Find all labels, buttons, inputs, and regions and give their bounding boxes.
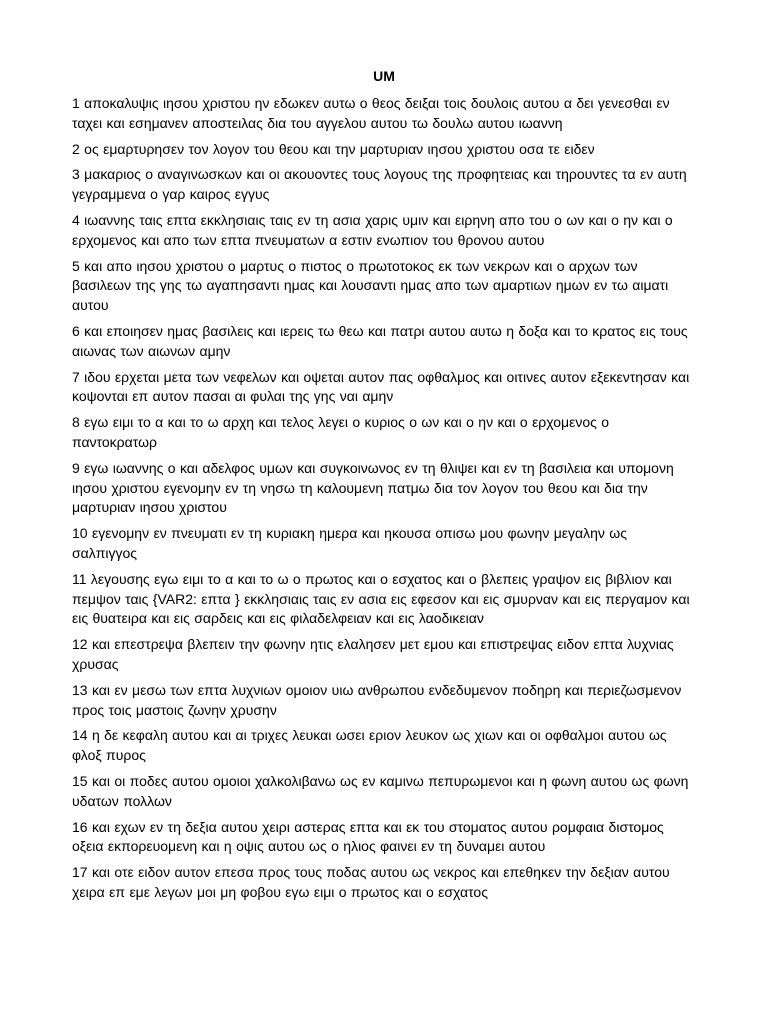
document-title: UM xyxy=(373,68,395,84)
verse-15: 15 και οι ποδες αυτου ομοιοι χαλκολιβανω ως εν καμινω πεπυρωμενοι και η φωνη αυτου ως φωνη υδατων πολλων xyxy=(72,772,689,809)
verse-2: 2 ος εμαρτυρησεν τον λογον του θεου και την μαρτυριαν ιησου χριστου οσα τε ειδεν xyxy=(72,140,595,157)
verse-10: 10 εγενομην εν πνευματι εν τη κυριακη ημερα και ηκουσα οπισω μου φωνην μεγαλην ως σαλπιγγος xyxy=(72,525,627,561)
verse-6: 6 και εποιησεν ημας βασιλεις και ιερεις τω θεω και πατρι αυτου αυτω η δοξα και το κρατος εις τους αιωνας των αιωνων αμην xyxy=(72,322,688,359)
verse-4: 4 ιωαννης ταις επτα εκκλησιαις ταις εν τη ασια χαρις υμιν και ειρηνη απο του ο ων και ο ην και ο ερχομενος και απο των επτα πνευματων α εστιν ενωπιον του θρονου αυτου xyxy=(72,211,673,248)
verse-list xyxy=(72,94,696,903)
verse-13: 13 και εν μεσω των επτα λυχνιων ομοιον υιω ανθρωπου ενδεδυμενον ποδηρη και περιεζωσμενον προς τοις μαστοις ζωνην χρυσην xyxy=(72,681,682,718)
verse-5: 5 και απο ιησου χριστου ο μαρτυς ο πιστος ο πρωτοτοκος εκ των νεκρων και ο αρχων των βασιλεων της γης τω αγαπησαντι ημας και λουσαντι ημας απο των αμαρτιων ημων εν τω αιματι αυτου xyxy=(72,257,669,314)
verse-11: 11 λεγουσης εγω ειμι το α και το ω ο πρωτος και ο εσχατος και ο βλεπεις γραψον εις βιβλιον και πεμψον ταις {VAR2: επτα } εκκλησιαις ταις εν ασια εις εφεσον και εις σμυρναν και εις περγαμον και εις θυατειρα και εις σαρδεις και εις φιλαδελφειαν και εις λαοδικειαν xyxy=(72,570,690,627)
verse-17: 17 και οτε ειδον αυτον επεσα προς τους ποδας αυτου ως νεκρος και επεθηκεν την δεξιαν αυτου χειρα επ εμε λεγων μοι μη φοβου εγω ειμι ο πρωτος και ο εσχατος xyxy=(72,864,670,900)
verse-7: 7 ιδου ερχεται μετα των νεφελων και οψεται αυτον πας οφθαλμος και οιτινες αυτον εξεκεντησαν και κοψονται επ αυτον πασαι αι φυλαι της γης ναι αμην xyxy=(72,368,690,405)
document-page xyxy=(72,66,696,909)
verse-14: 14 η δε κεφαλη αυτου και αι τριχες λευκαι ωσει εριον λευκον ως χιων και οι οφθαλμοι αυτου ως φλοξ πυρος xyxy=(72,727,667,764)
verse-12: 12 και επεστρεψα βλεπειν την φωνην ητις ελαλησεν μετ εμου και επιστρεψας ειδον επτα λυχνιας χρυσας xyxy=(72,636,674,672)
verse-1: 1 αποκαλυψις ιησου χριστου ην εδωκεν αυτω ο θεος δειξαι τοις δουλοις αυτου α δει γενεσθαι εν ταχει και εσημανεν αποστειλας δια του αγγελου αυτου τω δουλω αυτου ιωαννη xyxy=(72,95,670,131)
verse-9: 9 εγω ιωαννης ο και αδελφος υμων και συγκοινωνος εν τη θλιψει και εν τη βασιλεια και υπομονη ιησου χριστου εγενομην εν τη νησω τη καλουμενη πατμω δια τον λογον του θεου και δια την μαρτυριαν ιησου χριστου xyxy=(72,459,674,516)
verse-16: 16 και εχων εν τη δεξια αυτου χειρι αστερας επτα και εκ του στοματος αυτου ρομφαια διστομος οξεια εκπορευομενη και η οψις αυτου ως ο ηλιος φαινει εν τη δυναμει αυτου xyxy=(72,818,664,855)
verse-8: 8 εγω ειμι το α και το ω αρχη και τελος λεγει ο κυριος ο ων και ο ην και ο ερχομενος ο παντοκρατωρ xyxy=(72,414,610,450)
verse-3: 3 μακαριος ο αναγινωσκων και οι ακουοντες τους λογους της προφητειας και τηρουντες τα εν αυτη γεγραμμενα ο γαρ καιρος εγγυς xyxy=(72,166,687,203)
